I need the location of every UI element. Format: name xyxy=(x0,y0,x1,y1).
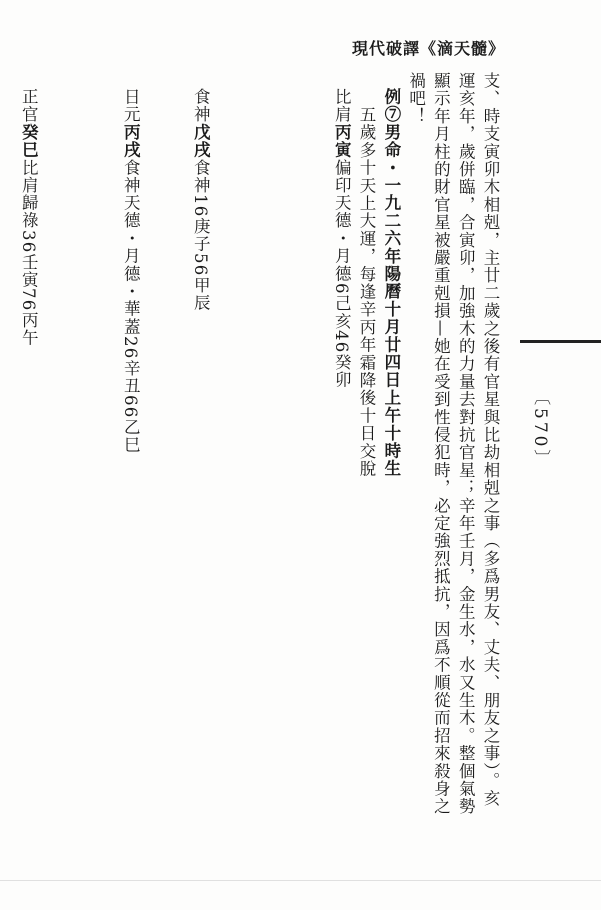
dayun-entry: 26辛丑 xyxy=(121,335,141,395)
dayun-entry: 6己亥 xyxy=(332,282,352,330)
pillar-hour xyxy=(0,72,40,867)
luck-cycle-note: 五歲多十天上大運，每逢辛丙年霜降後十日交脫 xyxy=(357,106,377,478)
page-number: 〔570〕 xyxy=(530,388,550,470)
pillar-year xyxy=(251,72,353,867)
pillar-month xyxy=(142,72,251,867)
page-marker-rule xyxy=(520,340,601,343)
dayun-entry: 76丙午 xyxy=(19,288,39,348)
stem-ten-god: 比肩丙寅 xyxy=(332,88,352,159)
dayun-entry: 36壬寅 xyxy=(19,229,39,289)
shensha-stars: 歸祿 xyxy=(19,194,39,230)
vertical-text-body xyxy=(19,72,502,867)
dayun-entry: 46癸卯 xyxy=(332,329,352,389)
shensha-stars: 天德・月德・華蓋 xyxy=(121,194,141,336)
dayun-entry: 56甲辰 xyxy=(191,253,211,312)
shensha-stars: 天德・月德 xyxy=(332,194,352,283)
branch-ten-god: 食神 xyxy=(121,158,141,195)
branch-ten-god: 食神 xyxy=(191,158,211,195)
branch-ten-god: 偏印 xyxy=(332,158,352,195)
text-column: 支、時支寅卯木相剋，主廿二歲之後有官星與比劫相剋之事（多爲男友、丈夫、朋友之事）。亥 xyxy=(481,72,500,808)
dayun-entry: 16庚子 xyxy=(191,194,211,254)
stem-ten-god: 日元丙戌 xyxy=(121,88,141,159)
text-column: 運亥年，歲併臨，合寅卯，加強木的力量去對抗官星；辛年壬月，金生水，水又生木。整個氣勢 xyxy=(456,72,476,816)
text-column: 禍吧！ xyxy=(406,72,426,126)
pillar-day xyxy=(40,72,142,867)
dayun-entry: 66乙巳 xyxy=(121,394,141,454)
page-bottom-edge xyxy=(0,880,601,881)
stem-ten-god: 正官癸巳 xyxy=(19,88,39,159)
text-column: 顯示年月柱的財官星被嚴重剋損—她在受到性侵犯時，必定強烈抵抗，因爲不順從而招來殺身之 xyxy=(431,72,451,816)
running-header: 現代破譯《滴天髓》 xyxy=(351,39,505,58)
branch-ten-god: 比肩 xyxy=(19,158,39,195)
stem-ten-god: 食神戊戌 xyxy=(191,88,211,159)
example-heading: 例⑦男命・一九二六年陽曆十月廿四日上午十時生 xyxy=(381,88,401,478)
